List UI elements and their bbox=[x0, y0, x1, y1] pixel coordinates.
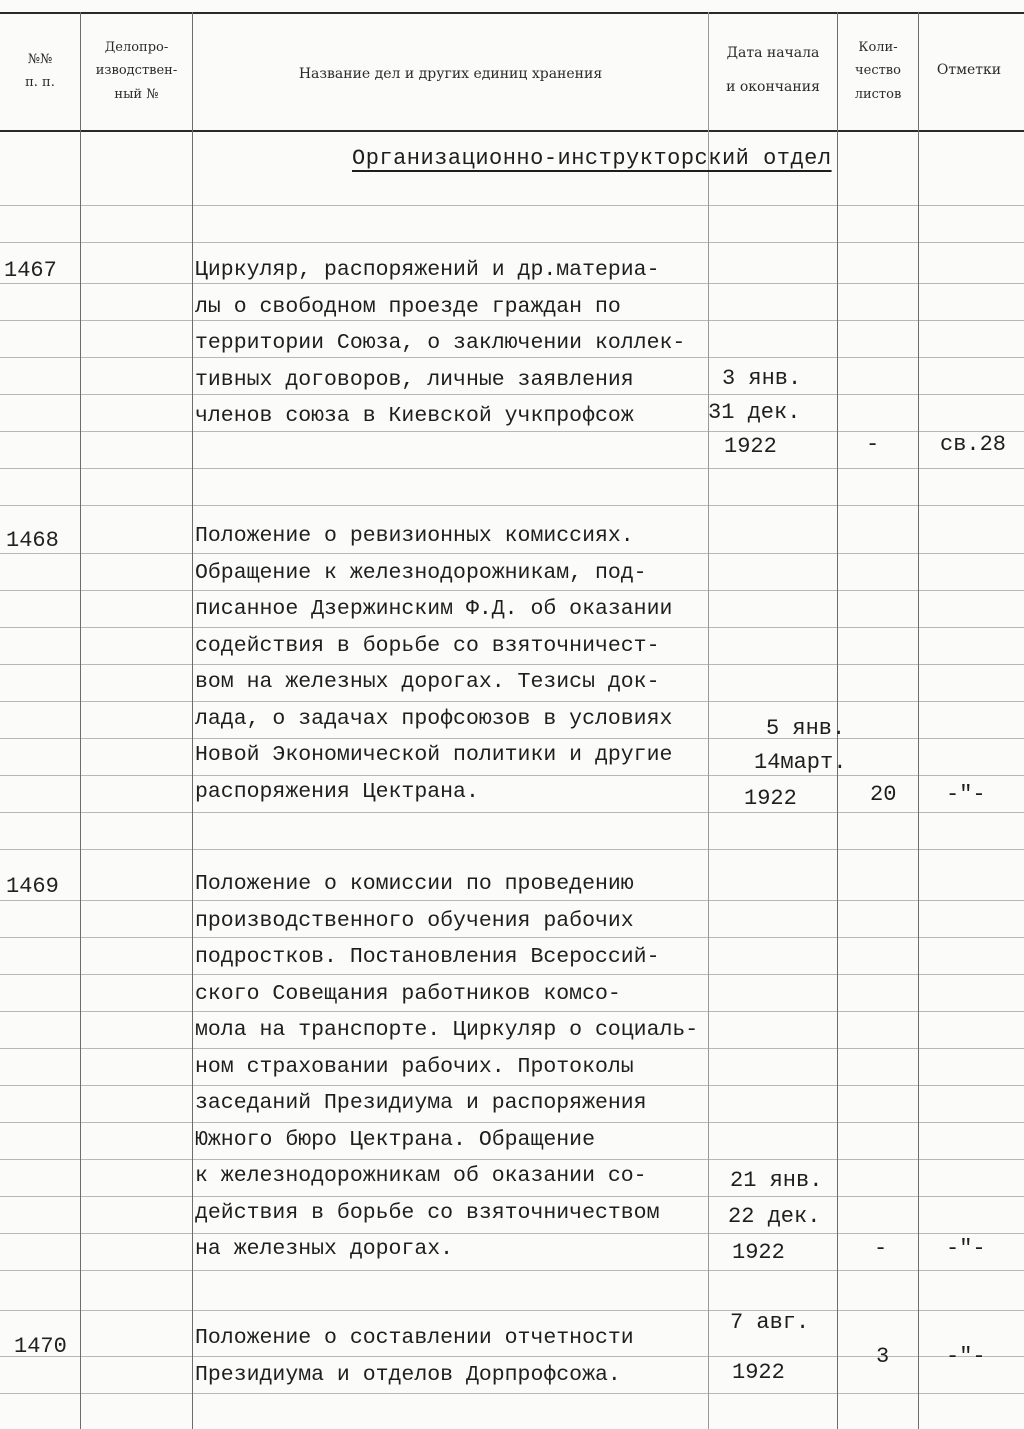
description-line: Обращение к железнодорожникам, под- bbox=[195, 560, 647, 585]
record-description bbox=[195, 866, 698, 1268]
header-sheet-count: Коли- чество листов bbox=[854, 39, 902, 102]
sheet-count: - bbox=[866, 432, 880, 457]
record-description bbox=[195, 1320, 634, 1393]
header-dates: Дата начала и окончания bbox=[726, 45, 820, 95]
column-divider bbox=[192, 12, 193, 1429]
header-notes: Отметки bbox=[936, 62, 1002, 79]
description-line: Положение о ревизионных комиссиях. bbox=[195, 524, 634, 548]
date-end: 31 дек. bbox=[708, 400, 801, 425]
header-bottom-border bbox=[0, 130, 1024, 132]
date-end: 22 дек. bbox=[728, 1204, 821, 1229]
description-line: тивных договоров, личные заявления bbox=[195, 367, 634, 392]
description-line: содействия в борьбе со взяточничест- bbox=[195, 633, 660, 658]
sheet-count: 3 bbox=[876, 1344, 890, 1369]
date-year: 1922 bbox=[732, 1240, 785, 1265]
column-divider bbox=[80, 12, 81, 1429]
sheet-count: 20 bbox=[870, 782, 897, 807]
header-number: №№ п. п. bbox=[25, 51, 55, 90]
description-line: членов союза в Киевской учкпрофсож bbox=[195, 404, 634, 428]
record-number: 1468 bbox=[6, 528, 59, 553]
notes-value: -"- bbox=[946, 1236, 986, 1261]
description-line: лы о свободном проезде граждан по bbox=[195, 294, 621, 319]
date-start: 21 янв. bbox=[730, 1168, 823, 1193]
date-year: 1922 bbox=[724, 434, 777, 459]
description-line: подростков. Постановления Всероссий- bbox=[195, 945, 660, 969]
description-line: распоряжения Цектрана. bbox=[195, 779, 479, 804]
date-year: 1922 bbox=[732, 1360, 785, 1385]
description-line: ского Совещания работников комсо- bbox=[195, 981, 621, 1006]
description-line: вом на железных дорогах. Тезисы док- bbox=[195, 670, 660, 694]
date-year: 1922 bbox=[744, 786, 797, 811]
description-line: Президиума и отделов Дорпрофсожа. bbox=[195, 1362, 621, 1387]
date-start: 7 авг. bbox=[730, 1310, 810, 1335]
description-line: мола на транспорте. Циркуляр о социаль- bbox=[195, 1018, 699, 1042]
section-title: Организационно-инструкторский отдел bbox=[352, 146, 832, 171]
description-line: территории Союза, о заключении коллек- bbox=[195, 331, 686, 355]
header-title: Название дел и других единиц хранения bbox=[298, 66, 603, 82]
description-line: производственного обучения рабочих bbox=[195, 908, 634, 933]
record-description bbox=[195, 518, 672, 810]
description-line: Новой Экономической политики и другие bbox=[195, 743, 673, 767]
description-line: к железнодорожникам об оказании со- bbox=[195, 1164, 647, 1188]
date-end: 14март. bbox=[754, 750, 847, 775]
description-line: на железных дорогах. bbox=[195, 1237, 454, 1261]
record-number: 1470 bbox=[14, 1334, 67, 1359]
record-description bbox=[195, 252, 685, 435]
description-line: действия в борьбе со взяточничеством bbox=[195, 1200, 660, 1225]
record-number: 1467 bbox=[4, 258, 57, 283]
description-line: ном страховании рабочих. Протоколы bbox=[195, 1054, 634, 1079]
description-line: заседаний Президиума и распоряжения bbox=[195, 1091, 647, 1115]
notes-value: -"- bbox=[946, 782, 986, 807]
header-office-number: Делопро- изводствен- ный № bbox=[95, 39, 178, 102]
description-line: Циркуляр, распоряжений и др.материа- bbox=[195, 258, 660, 282]
date-start: 3 янв. bbox=[722, 366, 802, 391]
description-line: лада, о задачах профсоюзов в условиях bbox=[195, 706, 673, 731]
description-line: писанное Дзержинским Ф.Д. об оказании bbox=[195, 597, 673, 621]
description-line: Южного бюро Цектрана. Обращение bbox=[195, 1127, 595, 1152]
notes-value: -"- bbox=[946, 1344, 986, 1369]
sheet-count: - bbox=[874, 1236, 888, 1261]
date-start: 5 янв. bbox=[766, 716, 846, 741]
notes-value: св.28 bbox=[940, 432, 1007, 457]
description-line: Положение о комиссии по проведению bbox=[195, 872, 634, 896]
description-line: Положение о составлении отчетности bbox=[195, 1326, 634, 1350]
column-divider bbox=[708, 12, 709, 1429]
column-divider bbox=[918, 12, 919, 1429]
record-number: 1469 bbox=[6, 874, 59, 899]
